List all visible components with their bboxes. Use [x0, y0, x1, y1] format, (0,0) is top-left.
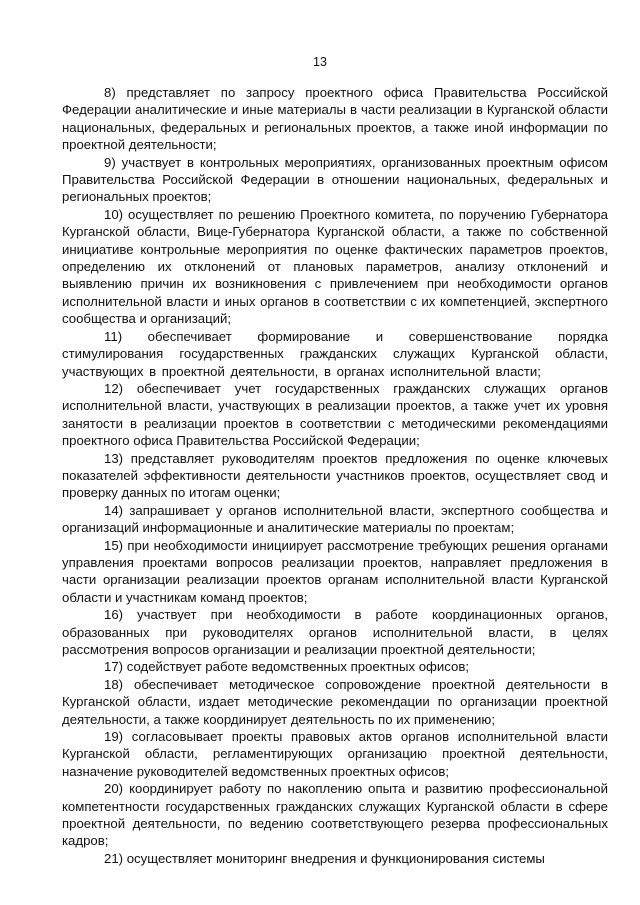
paragraph-16: 16) участвует при необходимости в работе координационных органов, образованных при руководителях органов исполнительной власти, в целях рассмотрения вопросов организации и реализации проектной деятельности;	[62, 607, 608, 657]
paragraph-11: 11) обеспечивает формирование и совершенствование порядка стимулирования государственных гражданских служащих Курганской области, участвующих в проектной деятельности, в органах исполнительной власти;	[62, 328, 608, 379]
paragraph-21: 21) осуществляет мониторинг внедрения и функционирования системы	[104, 850, 545, 866]
paragraph-17: 17) содействует работе ведомственных проектных офисов;	[104, 659, 469, 675]
paragraph-19: 19) согласовывает проекты правовых актов органов исполнительной власти Курганской области, регламентирующих организацию проектной деятельности, назначение руководителей ведомственных проектных офисов;	[62, 729, 608, 779]
paragraph-9: 9) участвует в контрольных мероприятиях, организованных проектным офисом Правительства Российской Федерации в отношении национальных, федеральных и региональных проектов;	[62, 154, 608, 205]
document-body	[62, 84, 608, 867]
paragraph-8: 8) представляет по запросу проектного офиса Правительства Российской Федерации аналитические и иные материалы в части реализации в Курганской области национальных, федеральных и региональных проектов, а также иной информации по проектной деятельности;	[62, 85, 608, 153]
page-number: 13	[313, 55, 327, 69]
paragraph-10: 10) осуществляет по решению Проектного комитета, по поручению Губернатора Курганской области, Вице-Губернатора Курганской области, а также по собственной инициативе контрольные мероприятия по оценке фактических параметров проектов, определению их отклонений от плановых параметров, анализу отклонений и выявлению причин их возникновения с привлечением при необходимости органов исполнительной власти и иных органов в соответствии с их компетенцией, экспертного сообщества и организаций;	[62, 206, 608, 327]
paragraph-12: 12) обеспечивает учет государственных гражданских служащих органов исполнительной власти, участвующих в реализации проектов, а также учет их уровня занятости в реализации проектов в соответствии с методическими рекомендациями проектного офиса Правительства Российской Федерации;	[62, 380, 608, 449]
paragraph-20: 20) координирует работу по накоплению опыта и развитию профессиональной компетентности государственных гражданских служащих Курганской области в сфере проектной деятельности, по ведению соответствующего резерва профессиональных кадров;	[62, 781, 608, 849]
paragraph-15: 15) при необходимости инициирует рассмотрение требующих решения органами управления проектами вопросов реализации проектов, направляет предложения в части организации реализации проектов органам исполнительной власти Курганской области и участникам команд проектов;	[62, 537, 608, 605]
paragraph-14: 14) запрашивает у органов исполнительной власти, экспертного сообщества и организаций информационные и аналитические материалы по проектам;	[62, 502, 608, 536]
paragraph-18: 18) обеспечивает методическое сопровождение проектной деятельности в Курганской области, издает методические рекомендации по организации проектной деятельности, а также координирует деятельность по их применению;	[62, 676, 608, 727]
paragraph-13: 13) представляет руководителям проектов предложения по оценке ключевых показателей эффективности деятельности участников проектов, осуществляет свод и проверку данных по итогам оценки;	[62, 450, 608, 501]
